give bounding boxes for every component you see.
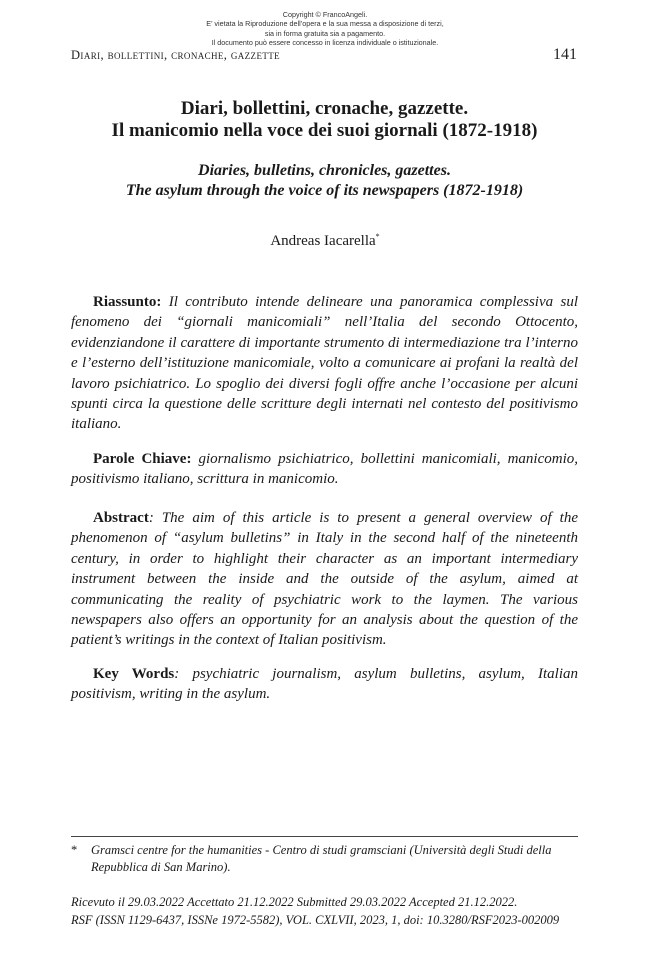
article-title [71,98,578,142]
running-head [71,46,577,64]
copyright-notice [0,10,650,47]
key-words-text: psychiatric journalism, asylum bulletins, asylum, Italian positivism, writing in the asylum. [71,666,578,703]
riassunto-separator: : [156,294,162,310]
footnote [71,842,578,876]
parole-chiave-text: giornalismo psichiatrico, bollettini manicomiali, manicomio, positivismo italiano, scrittura in manicomio. [71,451,579,488]
author [0,233,650,250]
publication-footer [71,893,591,929]
copyright-line: Il documento può essere concesso in licenza individuale o istituzionale. [211,37,439,47]
parole-chiave-paragraph [71,449,578,490]
submission-dates: Ricevuto il 29.03.2022 Accettato 21.12.2022 Submitted 29.03.2022 Accepted 21.12.2022. [71,895,518,909]
title-line: Diari, bollettini, cronache, gazzette. [180,98,469,119]
riassunto-label: Riassunto [93,294,157,310]
parole-chiave-label: Parole Chiave [93,451,187,467]
title-line: Il manicomio nella voce dei suoi giornali (1872-1918) [111,120,538,141]
running-title: Diari, bollettini, cronache, gazzette [71,48,281,62]
riassunto-paragraph [71,292,578,435]
key-words-label: Key Words [93,666,175,682]
page-number: 141 [553,46,577,63]
abstract-text: The aim of this article is to present a general overview of the phenomenon of “asylum bulletins” in Italy in the second half of the nineteenth century, in order to highlight their character as an important intermediary instrument between the inside and the outside of the asylum, aimed at communicating the reality of psychiatric work to the laymen. The various newspapers also offers an opportunity for an analysis about the question of the patient’s writings in the context of Italian positivism. [71,510,578,649]
article-subtitle [71,161,578,201]
subtitle-line: Diaries, bulletins, chronicles, gazettes. [198,162,451,179]
copyright-line: Copyright © FrancoAngeli. [282,10,368,19]
key-words-separator: : [174,666,180,682]
abstract-paragraph [71,508,578,651]
journal-citation: RSF (ISSN 1129-6437, ISSNe 1972-5582), VOL. CXLVII, 2023, 1, doi: 10.3280/RSF2023-002009 [71,913,560,927]
footnote-text: Gramsci centre for the humanities - Centro di studi gramsciani (Università degli Studi della Repubblica di San Marino). [91,843,552,874]
abstract-label: Abstract [93,510,149,526]
copyright-line: E’ vietata la Riproduzione dell’opera e la sua messa a disposizione di terzi, [206,19,444,29]
author-name: Andreas Iacarella [270,233,376,249]
author-note-mark: * [375,232,380,241]
abstract-separator: : [148,510,154,526]
key-words-paragraph [71,664,578,705]
copyright-line: sia in forma gratuita sia a pagamento. [264,28,386,38]
parole-chiave-separator: : [186,451,192,467]
footnote-mark: * [71,843,78,857]
riassunto-text: Il contributo intende delineare una panoramica complessiva sul fenomeno dei “giornali manicomiali” nell’Italia del secondo Ottocento, evidenziandone il carattere di importante strumento di intermediazione tra l’interno e l’esterno dell’istituzione manicomiale, volto a comunicare ai profani la realtà del lavoro psichiatrico. Lo spoglio dei diversi fogli offre anche l’occasione per alcuni spunti circa la questione delle scritture degli internati nel contesto del positivismo italiano. [71,294,578,433]
footnote-divider [71,836,578,837]
subtitle-line: The asylum through the voice of its newspapers (1872-1918) [125,182,524,199]
